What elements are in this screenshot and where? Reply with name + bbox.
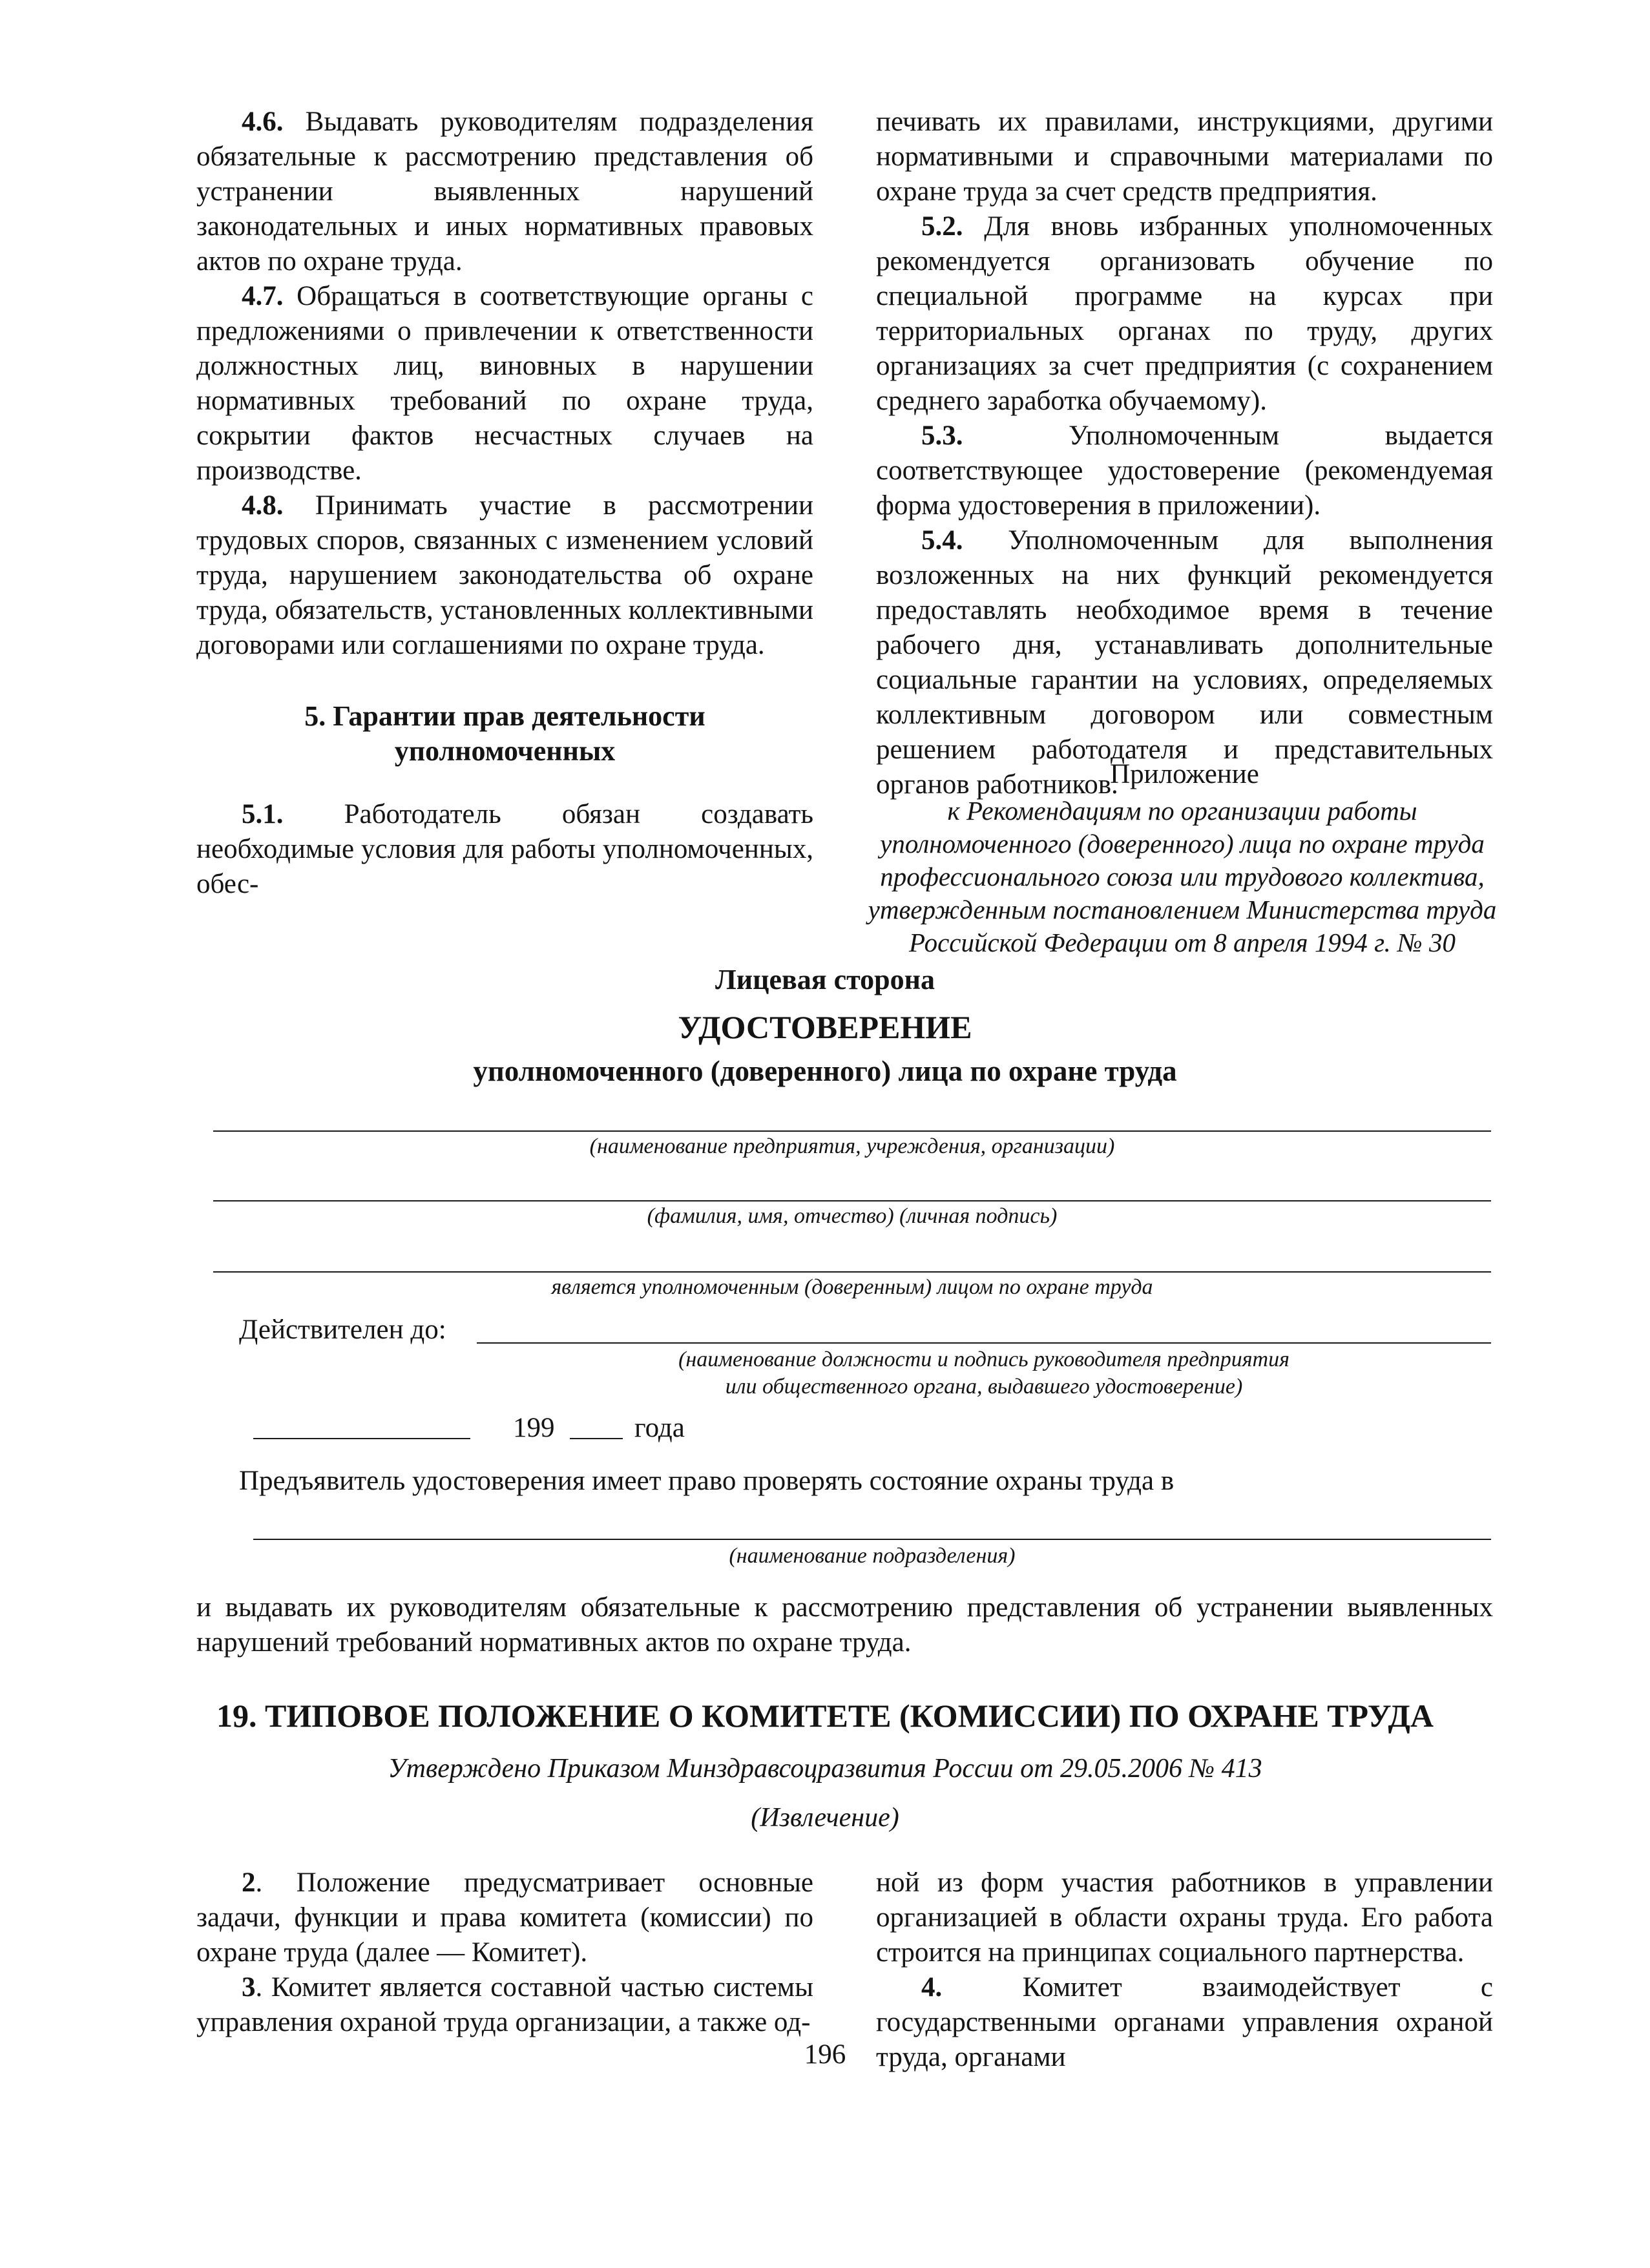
- blank-line-year: [570, 1438, 623, 1439]
- paragraph-5-1-continued: печивать их правилами, инструкциями, другими нормативными и справочными материалами по охране труда за счет средств предприятия.: [876, 107, 1493, 207]
- face-side-heading: Лицевая сторона: [715, 964, 935, 995]
- blank-line-date: [253, 1438, 470, 1439]
- paragraph-4: 4. Комитет взаимодействует с государственными органами управления охраной труда, органами: [876, 1972, 1493, 2072]
- caption-division: (наименование подразделения): [729, 1544, 1016, 1568]
- blank-line-name-signature: [213, 1200, 1491, 1202]
- caption-designation: является уполномоченным (доверенным) лицом по охране труда: [551, 1275, 1153, 1299]
- column-top-right: [876, 105, 1493, 802]
- blank-line-designation: [213, 1271, 1491, 1273]
- blank-line-valid-until: [477, 1342, 1491, 1344]
- document-19-title: 19. ТИПОВОЕ ПОЛОЖЕНИЕ О КОМИТЕТЕ (КОМИССИИ) ПО ОХРАНЕ ТРУДА: [216, 1698, 1434, 1734]
- paragraph-5-1: 5.1. Работодатель обязан создавать необходимые условия для работы уполномоченных, обес-: [196, 799, 813, 899]
- certificate-subtitle: уполномоченного (доверенного) лица по охране труда: [473, 1055, 1177, 1087]
- document-19-approval: Утверждено Приказом Минздравсоцразвития России от 29.05.2006 № 413: [388, 1754, 1262, 1784]
- year-prefix: 199: [513, 1413, 555, 1443]
- caption-name-signature: (фамилия, имя, отчество) (личная подпись): [647, 1204, 1058, 1228]
- appendix-reference: к Рекомендациям по организации работы уполномоченного (доверенного) лица по охране труда профессионального союза или трудового коллектива, утвержденным постановлением Министерства труда Российской Федерации от 8 апреля 1994 г. № 30: [868, 796, 1497, 957]
- column-bottom-left: [196, 1866, 813, 2040]
- paragraph-4-8: 4.8. Принимать участие в рассмотрении трудовых споров, связанных с изменением условий труда, нарушением законодательства об охране труда, обязательств, установленных коллективными договорами или соглашениями по охране труда.: [196, 490, 813, 660]
- section-5-heading: 5. Гарантии прав деятельности уполномоченных: [304, 700, 705, 767]
- valid-until-label: Действителен до:: [239, 1315, 446, 1345]
- blank-line-division: [253, 1539, 1491, 1540]
- caption-organization: (наименование предприятия, учреждения, организации): [589, 1134, 1115, 1158]
- certificate-final-text: и выдавать их руководителям обязательные к рассмотрению представления об устранении выявленных нарушений требований нормативных актов по охране труда.: [196, 1592, 1493, 1658]
- certificate-title: УДОСТОВЕРЕНИЕ: [678, 1009, 972, 1045]
- blank-line-organization: [213, 1130, 1491, 1132]
- caption-issuer: (наименование должности и подпись руководителя предприятия или общественного органа, выдавшего удостоверение): [678, 1347, 1290, 1399]
- appendix-label: Приложение: [1110, 759, 1259, 789]
- year-suffix: года: [634, 1413, 685, 1443]
- column-top-left: [196, 105, 813, 902]
- page-number: 196: [804, 2039, 846, 2070]
- paragraph-4-7: 4.7. Обращаться в соответствующие органы с предложениями о привлечении к ответственности должностных лиц, виновных в нарушении нормативных требований по охране труда, сокрытии фактов несчастных случаев на производстве.: [196, 281, 813, 486]
- paragraph-4-6: 4.6. Выдавать руководителям подразделения обязательные к рассмотрению представления об устранении выявленных нарушений законодательных и иных нормативных правовых актов по охране труда.: [196, 107, 813, 276]
- paragraph-5-4: 5.4. Уполномоченным для выполнения возложенных на них функций рекомендуется предоставлять необходимое время в течение рабочего дня, устанавливать дополнительные социальные гарантии на условиях, определяемых коллективным договором или совместным решением работодателя и представительных органов работников.: [876, 525, 1493, 800]
- paragraph-5-3: 5.3. Уполномоченным выдается соответствующее удостоверение (рекомендуемая форма удостоверения в приложении).: [876, 421, 1493, 521]
- paragraph-2: 2. Положение предусматривает основные задачи, функции и права комитета (комиссии) по охране труда (далее — Комитет).: [196, 1867, 813, 1968]
- document-19-excerpt-label: (Извлечение): [751, 1803, 899, 1833]
- paragraph-3: 3. Комитет является составной частью системы управления охраной труда организации, а также од-: [196, 1972, 813, 2037]
- paragraph-3-continued: ной из форм участия работников в управлении организацией в области охраны труда. Его работа строится на принципах социального партнерства.: [876, 1867, 1493, 1968]
- bearer-rights-text: Предъявитель удостоверения имеет право проверять состояние охраны труда в: [239, 1466, 1175, 1496]
- paragraph-5-2: 5.2. Для вновь избранных уполномоченных рекомендуется организовать обучение по специальной программе на курсах при территориальных органах по труду, других организациях за счет предприятия (с сохранением среднего заработка обучаемому).: [876, 211, 1493, 416]
